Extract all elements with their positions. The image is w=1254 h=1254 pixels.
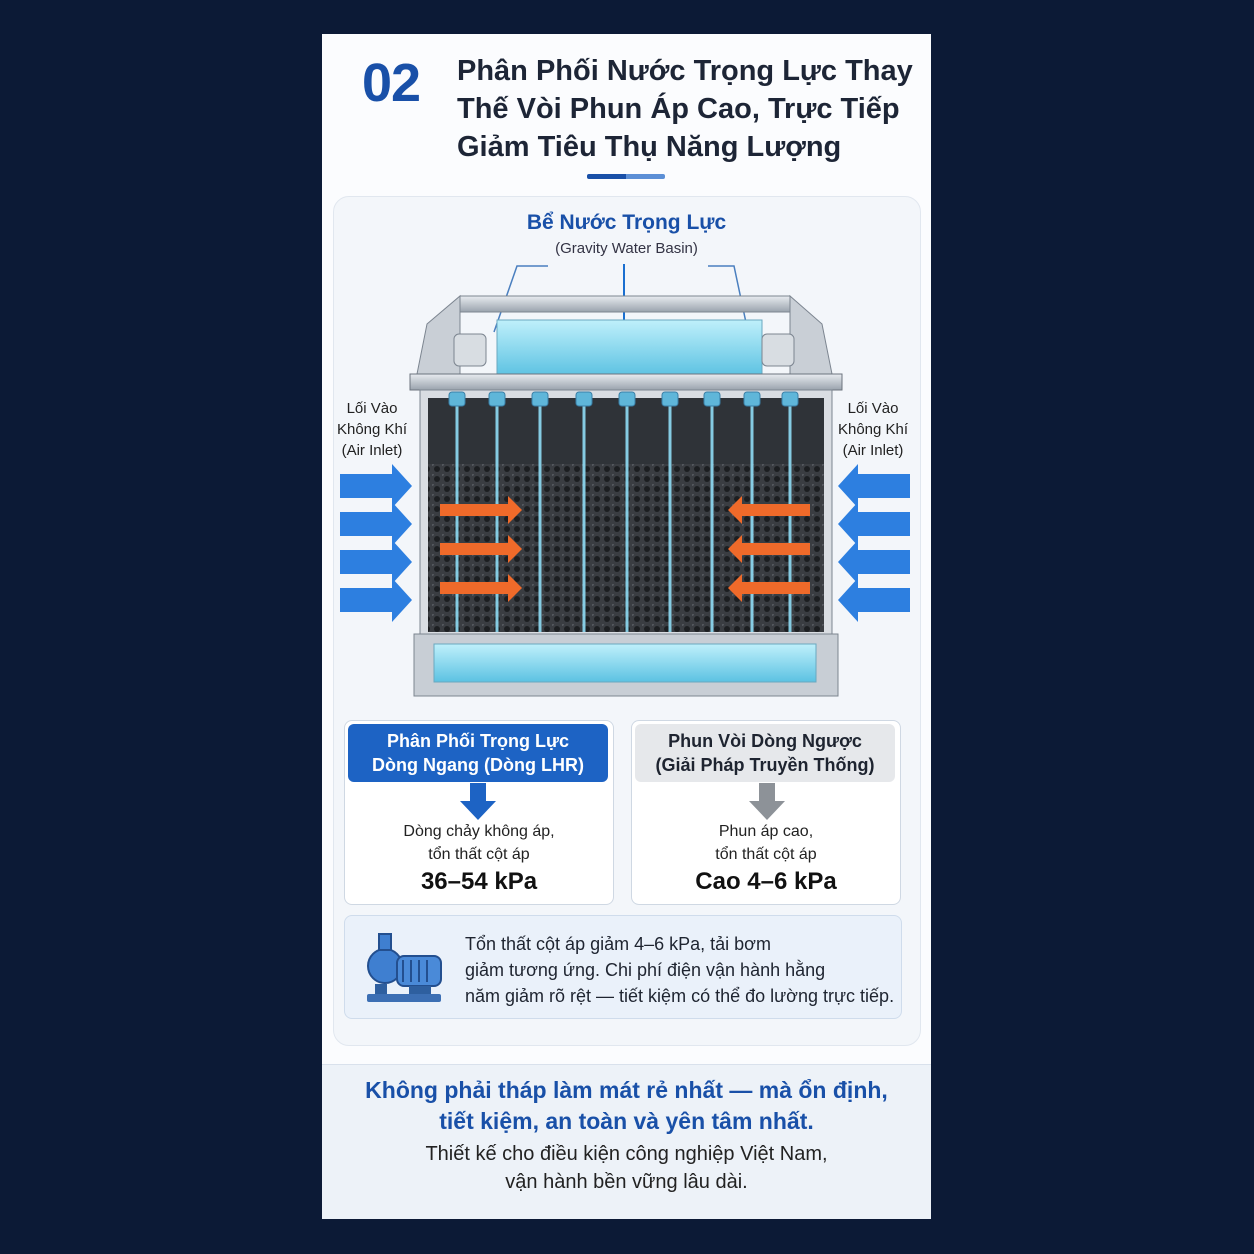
title-line: Phân Phối Nước Trọng Lực Thay [457, 55, 913, 87]
spray-box-value: Cao 4–6 kPa [695, 868, 837, 895]
section-number: 02 [362, 53, 421, 113]
box-head-line: Dòng Ngang (Dòng LHR) [372, 755, 584, 775]
box-desc-line: Phun áp cao, [718, 823, 814, 840]
box-head-line: Phun Vòi Dòng Ngược [668, 731, 862, 751]
gravity-box-desc [345, 820, 613, 866]
gravity-box-header [348, 724, 608, 782]
air-inlet-line: Không Khí [837, 421, 909, 438]
footer-description [322, 1140, 931, 1196]
savings-note [344, 915, 902, 1019]
gravity-box-value: 36–54 kPa [420, 868, 538, 895]
air-inlet-line: Lối Vào [847, 400, 899, 417]
air-inlet-line: (Air Inlet) [842, 442, 904, 459]
box-desc-line: tổn thất cột áp [428, 846, 530, 863]
infographic-card [322, 34, 931, 1219]
footer-tagline [322, 1075, 931, 1137]
cooling-tower-diagram [322, 34, 931, 714]
pump-icon [365, 930, 445, 1004]
arrow-down-icon [458, 783, 498, 821]
savings-note-text [465, 931, 905, 1009]
spray-nozzle-box [631, 720, 901, 905]
air-inlet-arrows-left [340, 464, 412, 622]
box-head-line: (Giải Pháp Truyền Thống) [655, 755, 875, 775]
box-desc-line: Dòng chảy không áp, [403, 823, 555, 840]
basin-sublabel: (Gravity Water Basin) [555, 240, 698, 257]
air-inlet-line: (Air Inlet) [341, 442, 403, 459]
spray-box-header [635, 724, 895, 782]
footer-line: Thiết kế cho điều kiện công nghiệp Việt Nam, [425, 1143, 828, 1165]
note-line: Tổn thất cột áp giảm 4–6 kPa, tải bơm [465, 934, 771, 954]
title-line: Thế Vòi Phun Áp Cao, Trực Tiếp [457, 93, 900, 125]
footer-line: vận hành bền vững lâu dài. [505, 1171, 748, 1193]
air-inlet-line: Lối Vào [346, 400, 398, 417]
footer [322, 1065, 931, 1219]
note-line: năm giảm rõ rệt — tiết kiệm có thể đo lường trực tiếp. [465, 986, 895, 1006]
nozzles [449, 392, 798, 406]
basin-label: Bể Nước Trọng Lực [526, 211, 727, 234]
arrow-down-icon [747, 783, 787, 821]
spray-box-desc [632, 820, 900, 866]
tagline-line: tiết kiệm, an toàn và yên tâm nhất. [439, 1108, 814, 1134]
gravity-distribution-box [344, 720, 614, 905]
air-inlet-label-left [332, 398, 412, 461]
box-desc-line: tổn thất cột áp [715, 846, 817, 863]
box-head-line: Phân Phối Trọng Lực [386, 731, 570, 751]
air-inlet-arrows-right [838, 464, 910, 622]
air-inlet-line: Không Khí [336, 421, 408, 438]
tagline-line: Không phải tháp làm mát rẻ nhất — mà ổn định, [365, 1077, 888, 1103]
note-line: giảm tương ứng. Chi phí điện vận hành hằng [465, 960, 826, 980]
air-inlet-label-right [833, 398, 913, 461]
title-line: Giảm Tiêu Thụ Năng Lượng [457, 131, 842, 163]
